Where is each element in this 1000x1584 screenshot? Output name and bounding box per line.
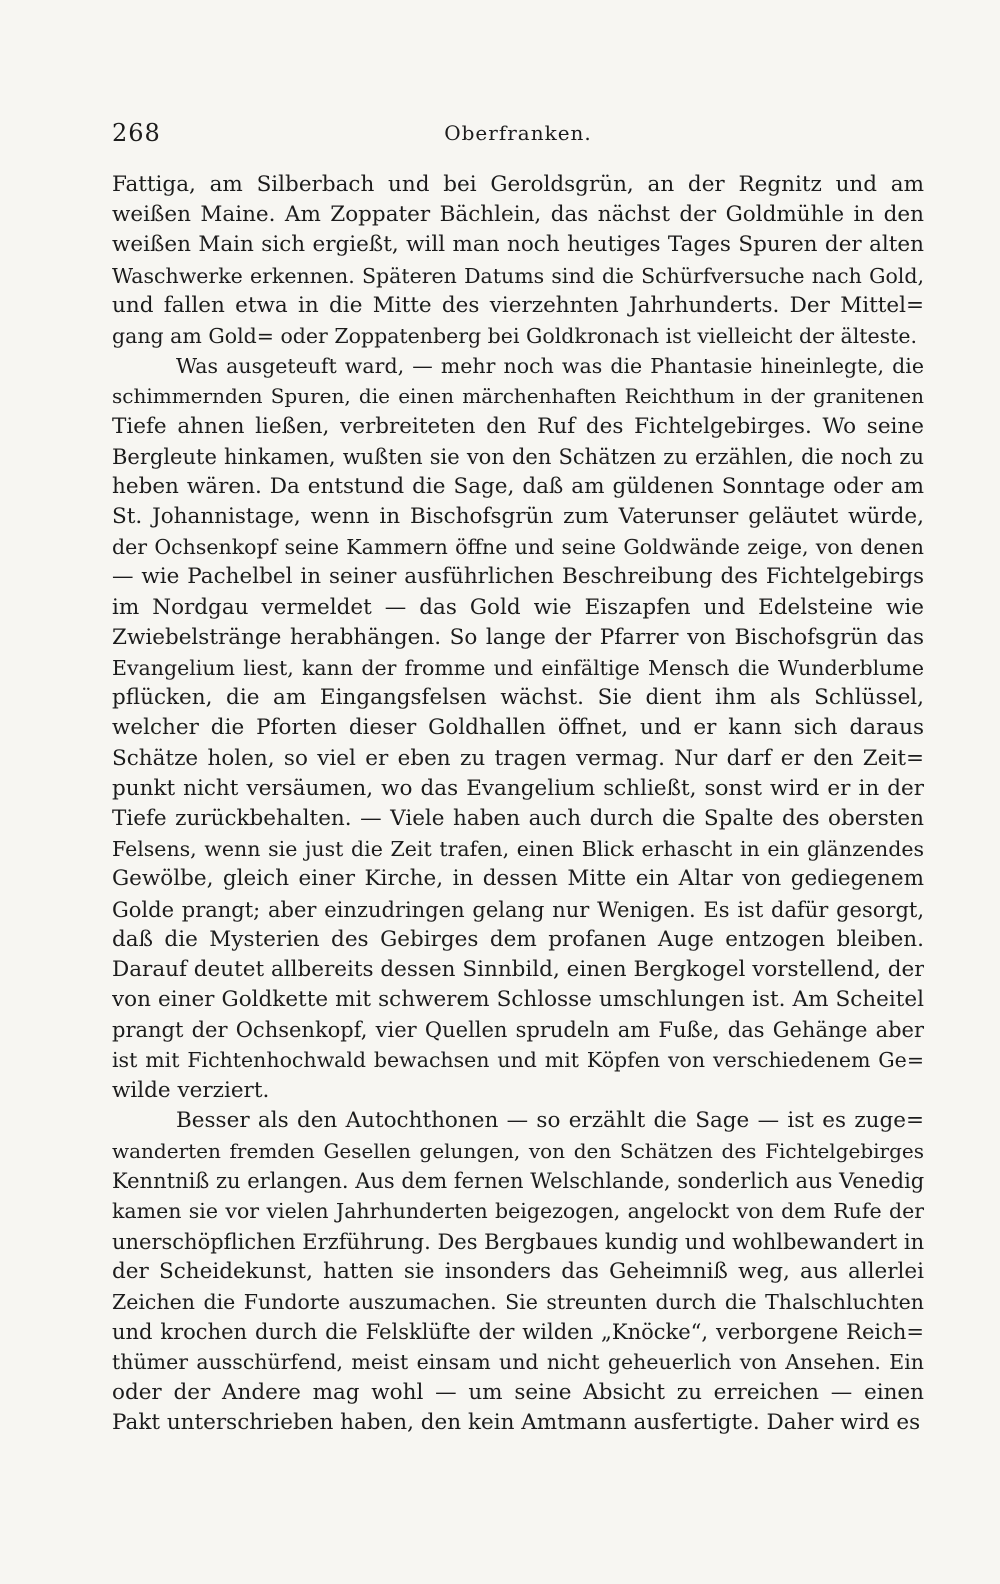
text-line: — wie Pachelbel in seiner ausführlichen Beschreibung des Fichtelgebirgs [112, 564, 924, 590]
text-line: Zwiebelstränge herabhängen. So lange der Pfarrer von Bischofsgrün das [112, 624, 924, 650]
text-line: thümer ausschürfend, meist einsam und nicht geheuerlich von Ansehen. Ein [112, 1350, 924, 1375]
text-line: Evangelium liest, kann der fromme und einfältige Mensch die Wunderblume [112, 656, 924, 680]
text-line: welcher die Pforten dieser Goldhallen öffnet, und er kann sich daraus [112, 715, 924, 741]
paragraph [112, 1106, 924, 1438]
text-line: unerschöpflichen Erzführung. Des Bergbaues kundig und wohlbewandert in [112, 1229, 924, 1254]
text-line: pflücken, die am Eingangsfelsen wächst. Sie dient ihm als Schlüssel, [112, 685, 924, 711]
text-line: Schätze holen, so viel er eben zu tragen vermag. Nur darf er den Zeit= [112, 745, 924, 771]
text-line: Besser als den Autochthonen — so erzählt die Sage — ist es zuge= [176, 1107, 924, 1133]
running-head [112, 117, 924, 157]
text-line: Bergleute hinkamen, wußten sie von den Schätzen zu erzählen, die noch zu [112, 444, 924, 469]
text-line: kamen sie vor vielen Jahrhunderten beigezogen, angelockt von dem Rufe der [112, 1199, 924, 1224]
text-line: Fattiga, am Silberbach und bei Geroldsgrün, an der Regnitz und am [112, 172, 924, 197]
paragraph [112, 170, 924, 351]
text-line: Felsens, wenn sie just die Zeit trafen, einen Blick erhascht in ein glänzendes [112, 837, 924, 862]
text-line: Zeichen die Fundorte auszumachen. Sie streunten durch die Thalschluchten [112, 1289, 924, 1314]
text-line: im Nordgau vermeldet — das Gold wie Eiszapfen und Edelsteine wie [112, 594, 924, 620]
text-line: Pakt unterschrieben haben, den kein Amtmann ausfertigte. Daher wird es [112, 1409, 921, 1435]
text-line: der Ochsenkopf seine Kammern öffne und seine Goldwände zeige, von denen [112, 535, 924, 560]
text-line: und fallen etwa in die Mitte des vierzehnten Jahrhunderts. Der Mittel= [112, 292, 924, 318]
text-line: Waschwerke erkennen. Späteren Datums sind die Schürfversuche nach Gold, [112, 263, 924, 288]
text-line: oder der Andere mag wohl — um seine Absicht zu erreichen — einen [112, 1379, 924, 1405]
text-line: und krochen durch die Felsklüfte der wilden „Knöcke“, verborgene Reich= [112, 1320, 924, 1345]
text-line: ist mit Fichtenhochwald bewachsen und mit Köpfen von verschiedenem Ge= [112, 1048, 924, 1073]
body-text [112, 170, 924, 1438]
running-title: Oberfranken. [444, 121, 592, 145]
text-line: Darauf deutet allbereits dessen Sinnbild, einen Bergkogel vorstellend, der [112, 956, 924, 982]
paragraph [112, 351, 924, 1106]
text-line: Gewölbe, gleich einer Kirche, in dessen Mitte ein Altar von gediegenem [112, 866, 924, 892]
text-line: weißen Maine. Am Zoppater Bächlein, das nächst der Goldmühle in den [112, 202, 924, 228]
text-line: gang am Gold= oder Zoppatenberg bei Goldkronach ist vielleicht der älteste. [112, 323, 918, 348]
text-line: Was ausgeteuft ward, — mehr noch was die Phantasie hineinlegte, die [176, 354, 924, 379]
text-line: von einer Goldkette mit schwerem Schlosse umschlungen ist. Am Scheitel [112, 987, 924, 1013]
text-line: Tiefe ahnen ließen, verbreiteten den Ruf des Fichtelgebirges. Wo seine [112, 413, 924, 439]
text-line: der Scheidekunst, hatten sie insonders das Geheimniß weg, aus allerlei [112, 1258, 924, 1284]
page-number: 268 [112, 119, 161, 147]
text-line: wanderten fremden Gesellen gelungen, von den Schätzen des Fichtelgebirges [112, 1139, 924, 1163]
text-line: Tiefe zurückbehalten. — Viele haben auch durch die Spalte des obersten [112, 805, 924, 831]
text-line: schimmernden Spuren, die einen märchenhaften Reichthum in der granitenen [112, 384, 924, 409]
text-line: heben wären. Da entstund die Sage, daß am güldenen Sonntage oder am [112, 473, 924, 499]
text-line: Kenntniß zu erlangen. Aus dem fernen Welschlande, sonderlich aus Venedig [112, 1169, 924, 1194]
text-line: daß die Mysterien des Gebirges dem profanen Auge entzogen bleiben. [112, 926, 924, 952]
text-line: punkt nicht versäumen, wo das Evangelium schließt, sonst wird er in der [112, 775, 924, 801]
text-line: wilde verziert. [112, 1077, 270, 1103]
text-line: weißen Main sich ergießt, will man noch heutiges Tages Spuren der alten [112, 232, 924, 258]
text-line: prangt der Ochsenkopf, vier Quellen sprudeln am Fuße, das Gehänge aber [112, 1018, 924, 1043]
text-line: St. Johannistage, wenn in Bischofsgrün zum Vaterunser geläutet würde, [112, 504, 924, 530]
text-line: Golde prangt; aber einzudringen gelang nur Wenigen. Es ist dafür gesorgt, [112, 897, 924, 922]
